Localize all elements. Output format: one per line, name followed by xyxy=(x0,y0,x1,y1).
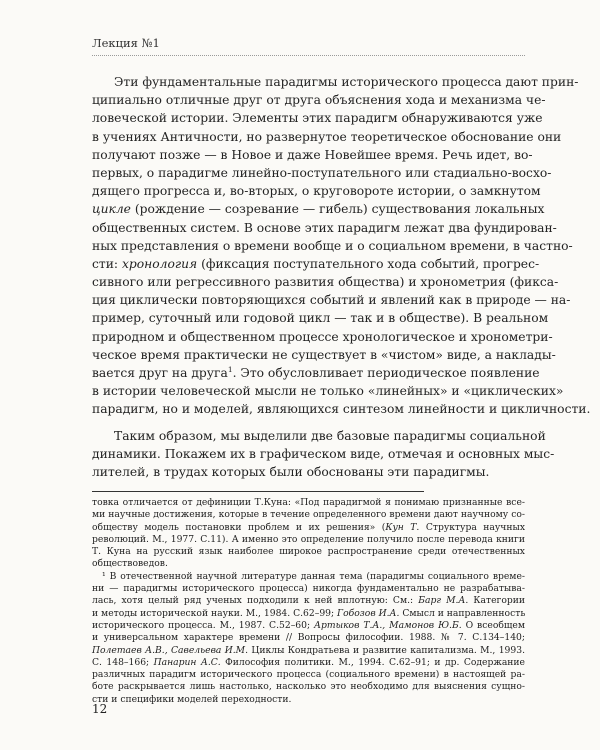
text-segment: (фиксация поступательного хода событий, прогрес- xyxy=(197,256,540,271)
text-line: общественных систем. В основе этих парадигм лежат два фундирован- xyxy=(92,220,557,235)
text-line: динамики. Покажем их в графическом виде, отмечая и основных мыс- xyxy=(92,446,555,461)
text-line: боте раскрывается лишь настолько, насколько это необходимо для выяснения сущно- xyxy=(92,681,525,693)
paragraph-1 xyxy=(92,73,591,419)
emphasis: Кун Т. xyxy=(385,521,420,533)
footnote-continuation xyxy=(92,497,525,571)
text-line xyxy=(92,200,545,218)
text-segment: О всеобщем xyxy=(461,619,526,631)
text-segment: вается друг на друга xyxy=(92,366,228,380)
text-line xyxy=(92,645,525,657)
text-line xyxy=(92,620,525,632)
text-segment: Циклы Кондратьева и развитие капитализма. М., 1993. xyxy=(248,644,526,656)
text-line: в учениях Античности, но развернутое теоретическое обоснование они xyxy=(92,129,562,144)
header-divider xyxy=(92,55,525,56)
text-line xyxy=(92,522,525,534)
text-line: получают позже — в Новое и даже Новейшее время. Речь идет, во- xyxy=(92,147,533,162)
text-segment: сти: xyxy=(92,256,122,271)
text-line: ных представления о времени вообще и о социальном времени, в частно- xyxy=(92,238,573,253)
text-line: ми научные достижения, которые в течение определенного времени дают научному со- xyxy=(92,509,525,521)
text-line: революций. М., 1977. С.11). А именно это определение получило после перевода книги xyxy=(92,533,525,545)
text-line xyxy=(92,255,540,273)
text-segment: С. 148–166; xyxy=(92,656,154,668)
text-line: ципиально отличные друг от друга объяснения хода и механизма че- xyxy=(92,93,546,108)
text-line: различных парадигм исторического процесса (социального времени) в настоящей ра- xyxy=(92,669,525,681)
text-line: в истории человеческой мысли не только «линейных» и «циклических» xyxy=(92,384,564,399)
text-segment: Философия политики. М., 1994. С.62–91; и др. Содержание xyxy=(220,656,525,668)
footnote-ref: 1 xyxy=(227,364,233,374)
emphasis: хронология xyxy=(121,256,198,271)
emphasis: Артыков Т.А., Мамонов Ю.Б. xyxy=(314,619,462,631)
text-segment: и методы исторической науки. М., 1984. С.62–99; xyxy=(92,607,338,619)
text-line: ни — парадигмы исторического процесса) никогда фундаментально не разрабатыва- xyxy=(92,583,525,595)
text-line: ловеческой истории. Элементы этих парадигм обнаруживаются уже xyxy=(92,111,543,126)
text-line: пример, суточный или годовой цикл — так и в обществе). В реальном xyxy=(92,311,549,326)
emphasis: Гобозов И.А. xyxy=(337,607,400,619)
text-line: первых, о парадигме линейно-поступательного или стадиально-восхо- xyxy=(92,165,552,180)
text-line: сти и специфики моделей переходности. xyxy=(92,693,292,705)
running-header: Лекция №1 xyxy=(92,36,160,50)
text-line: обществоведов. xyxy=(92,558,168,570)
text-segment: Категории xyxy=(468,595,525,607)
text-segment: лась, хотя целый ряд ученых подходили к ней вплотную: См.: xyxy=(92,595,419,607)
emphasis: Панарин А.С. xyxy=(153,656,221,668)
text-line: природном и общественном процессе хронологическое и хронометри- xyxy=(92,329,553,344)
emphasis: Барг М.А. xyxy=(418,595,469,607)
text-segment: (рождение — созревание — гибель) существования локальных xyxy=(130,202,545,217)
text-segment: . Это обусловливает периодическое появление xyxy=(232,366,540,380)
page-number: 12 xyxy=(92,702,108,716)
text-line xyxy=(92,595,525,607)
text-segment: обществу модель постановки проблем и их решения» ( xyxy=(92,521,386,533)
text-segment: исторического процесса. М., 1987. С.52–60; xyxy=(92,619,315,631)
emphasis: Полетаев А.В., Савельева И.М. xyxy=(92,644,249,656)
text-line: товка отличается от дефиниции Т.Куна: «Под парадигмой я понимаю признанные все- xyxy=(92,497,525,508)
text-line: ¹ В отечественной научной литературе данная тема (парадигмы социального време- xyxy=(102,570,525,582)
text-line: дящего прогресса и, во-вторых, о круговороте истории, о замкнутом xyxy=(92,184,541,199)
text-line: Т. Куна на русский язык наиболее широкое распространение среди отечественных xyxy=(92,546,525,558)
main-text xyxy=(92,73,591,481)
text-segment: Смысл и направленность xyxy=(399,607,526,619)
text-line: сивного или регрессивного развития общества) и хронометрия (фикса- xyxy=(92,275,559,290)
text-line xyxy=(92,657,525,669)
text-line: парадигм, но и моделей, являющихся синтезом линейности и цикличности. xyxy=(92,402,591,417)
footnotes xyxy=(92,497,525,706)
text-line: Таким образом, мы выделили две базовые парадигмы социальной xyxy=(114,428,546,443)
text-line: и универсальном характере времени // Вопросы философии. 1988. № 7. С.134–140; xyxy=(92,632,525,644)
text-line xyxy=(92,608,525,620)
paragraph-2 xyxy=(92,427,555,482)
text-line: Эти фундаментальные парадигмы исторического процесса дают прин- xyxy=(114,75,579,89)
text-line: ческое время практически не существует в «чистом» виде, а наклады- xyxy=(92,347,556,362)
text-line xyxy=(92,364,540,382)
emphasis: цикле xyxy=(92,202,131,217)
footnote-1 xyxy=(92,571,525,706)
text-line: ция циклически повторяющихся событий и явлений как в природе — на- xyxy=(92,293,571,308)
text-line: лителей, в трудах которых были обоснованы эти парадигмы. xyxy=(92,464,490,479)
text-segment: Структура научных xyxy=(419,521,526,533)
footnote-divider xyxy=(92,491,424,492)
